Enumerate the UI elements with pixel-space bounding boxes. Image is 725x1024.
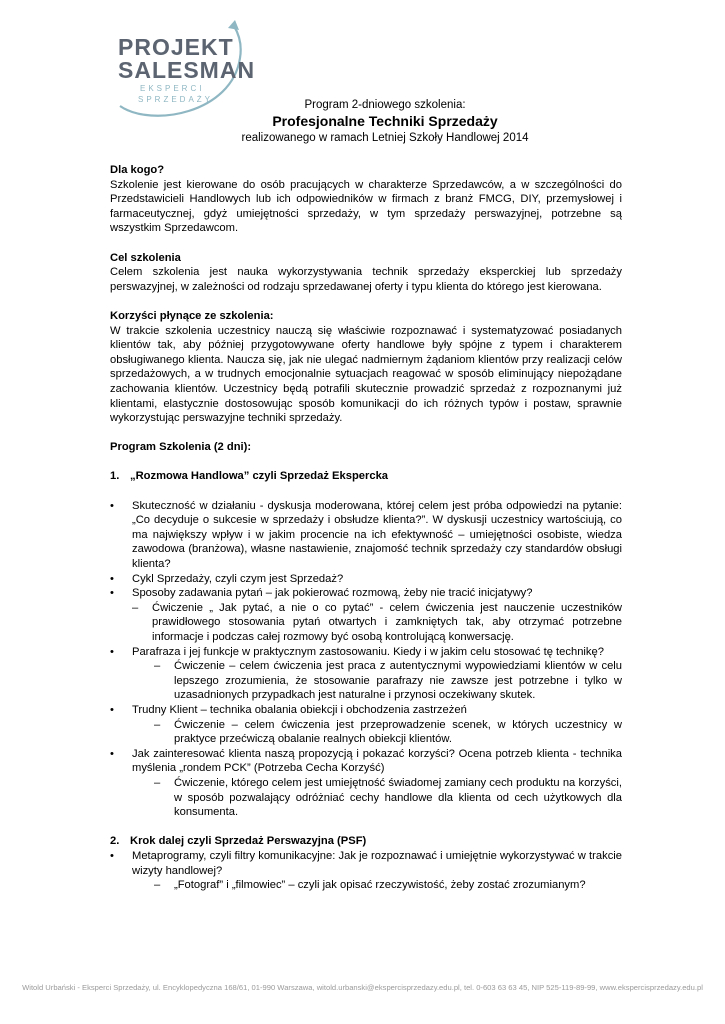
sub-item [110, 659, 622, 703]
item-text: Ćwiczenie, którego celem jest umiejętność świadomej zamiany cech produktu na korzyści, w sposób pozwalający odróżniać cechy handlowe dla klienta od cech użytkowych dla konsumenta. [174, 776, 622, 819]
logo-line-4: SPRZEDAŻY [138, 95, 214, 104]
item-text: „Fotograf” i „filmowiec” – czyli jak opisać rzeczywistość, żeby zostać zrozumianym? [174, 879, 586, 892]
bullet-item [110, 849, 622, 878]
item-text: Parafraza i jej funkcje w praktycznym zastosowaniu. Kiedy i w jakim celu stosować tę technikę? [132, 645, 604, 658]
item-text: Skuteczność w działaniu - dyskusja moderowana, której celem jest próba odpowiedzi na pytanie: „Co decyduje o sukcesie w sprzedaży i obsłudze klienta?”. W dyskusji uczestnicy wartościują, co ma największy wpływ i w jakim procencie na ich efektywność – umiejętności osobiste, wiedza zawodowa (branżowa), własne nastawienie, znajomość technik sprzedaży czy standardów obsługi klienta? [132, 499, 622, 571]
dash-marker: – [154, 660, 161, 673]
logo-line-1: PROJEKT [118, 34, 234, 60]
dash-marker: – [154, 718, 161, 731]
item-text: Sposoby zadawania pytań – jak pokierować rozmową, żeby nie tracić inicjatywy? [132, 587, 533, 600]
section-heading-program: Program Szkolenia (2 dni): [110, 441, 252, 454]
bullet-marker: • [110, 587, 114, 600]
section-heading-goal: Cel szkolenia [110, 251, 181, 264]
section-text-who: Szkolenie jest kierowane do osób pracujących w charakterze Sprzedawców, a w szczególności do Przedstawicieli Handlowych lub ich odpowiedników w firmach z branż FMCG, DIY, przemysłowej i farmaceutycznej, gdyż umiejętności sprzedaży, w tym sprzedaży perswazyjnej, potrzebne są wszystkim Sprzedawcom. [110, 178, 622, 235]
module-heading [110, 834, 622, 849]
logo-line-2: SALESMAN [118, 57, 256, 83]
item-text: Metaprogramy, czyli filtry komunikacyjne: Jak je rozpoznawać i umiejętnie wykorzystywać w trakcie wizyty handlowej? [132, 849, 622, 877]
section-heading-benefits: Korzyści płynące ze szkolenia: [110, 309, 274, 322]
module-heading [110, 469, 622, 484]
bullet-item [110, 572, 622, 587]
section-text-goal: Celem szkolenia jest nauka wykorzystywania technik sprzedaży eksperckiej lub sprzedaży perswazyjnej, w zależności od rodzaju sprzedawanej oferty i typu klienta do którego jest kierowana. [110, 266, 622, 293]
bullet-item [110, 703, 622, 718]
item-text: Ćwiczenie – celem ćwiczenia jest praca z autentycznymi wypowiedziami klientów w celu lepszego zrozumienia, że stosowanie parafrazy nie zawsze jest potrzebne i tylko w uzasadnionych przypadkach jest naturalne i przynosi oczekiwany skutek. [174, 660, 622, 702]
logo-line-3: EKSPERCI [140, 84, 205, 93]
bullet-marker: • [110, 499, 114, 512]
program-context: realizowanego w ramach Letniej Szkoły Handlowej 2014 [241, 132, 529, 144]
module-items [110, 499, 622, 820]
sub-item [110, 878, 622, 893]
item-text: Ćwiczenie „ Jak pytać, a nie o co pytać” - celem ćwiczenia jest nauczenie uczestników prawidłowego stosowania pytań otwartych i zamkniętych tak, aby otrzymać potrzebne informacje i podczas całej rozmowy być osobą kontrolującą konwersację. [152, 601, 622, 643]
bullet-item [110, 586, 622, 601]
module-title: „Rozmowa Handlowa” czyli Sprzedaż Ekspercka [130, 470, 389, 483]
bullet-item [110, 645, 622, 660]
module-2 [110, 834, 622, 892]
document-body [110, 163, 622, 893]
item-text: Cykl Sprzedaży, czyli czym jest Sprzedaż? [132, 572, 344, 585]
module-items [110, 849, 622, 893]
bullet-marker: • [110, 572, 114, 585]
module-number: 2. [110, 835, 120, 848]
bullet-marker: • [110, 747, 114, 760]
dash-marker: – [154, 776, 161, 789]
program-subtitle: Program 2-dniowego szkolenia: [304, 99, 466, 111]
bullet-item [110, 747, 622, 776]
bullet-marker: • [110, 703, 114, 716]
dash-marker: – [154, 879, 161, 892]
bullet-marker: • [110, 849, 114, 862]
sub-item [110, 718, 622, 747]
bullet-item [110, 499, 622, 572]
item-text: Ćwiczenie – celem ćwiczenia jest przeprowadzenie scenek, w których uczestnicy w praktyce przećwiczą obalanie realnych obiekcji klientów. [174, 718, 622, 746]
item-text: Jak zainteresować klienta naszą propozycją i pokazać korzyści? Ocena potrzeb klienta - technika myślenia „rondem PCK” (Potrzeba Cecha Korzyść) [132, 747, 622, 775]
document-title: Profesjonalne Techniki Sprzedaży [272, 113, 498, 129]
module-title: Krok dalej czyli Sprzedaż Perswazyjna (PSF) [130, 835, 367, 848]
bullet-marker: • [110, 645, 114, 658]
item-text: Trudny Klient – technika obalania obiekcji i obchodzenia zastrzeżeń [132, 703, 467, 716]
module-number: 1. [110, 470, 120, 483]
footer-contact: Witold Urbański - Eksperci Sprzedaży, ul. Encyklopedyczna 168/61, 01-990 Warszawa, witold.urbanski@ekspercisprzedazy.edu.pl, tel. 0-603 63 63 45, NIP 525-119-89-99, www.ekspercisprzedazy.edu.pl [22, 983, 703, 992]
sub-item [110, 776, 622, 820]
section-text-benefits: W trakcie szkolenia uczestnicy nauczą się właściwie rozpoznawać i systematyzować posiadanych klientów tak, aby później przygotowywane oferty handlowe były spójne z typem i charakterem obsługiwanego klienta. Naucza się, jak nie ulegać nadmiernym żądaniom klientów przy realizacji celów sprzedażowych, a w trudnych emocjonalnie sytuacjach reagować w sposób eliminujący niepożądane zachowania klientów. Uczestnicy będą potrafili skutecznie prowadzić sprzedaż z rozpoznanymi już klientami, elastycznie dostosowując sposób komunikacji do ich różnych typów i postaw, sprawnie wykorzystując perswazyjne techniki sprzedaży. [110, 324, 622, 425]
module-1 [110, 469, 622, 819]
section-heading-who: Dla kogo? [110, 164, 165, 176]
sub-item [110, 601, 622, 645]
dash-marker: – [132, 601, 139, 614]
